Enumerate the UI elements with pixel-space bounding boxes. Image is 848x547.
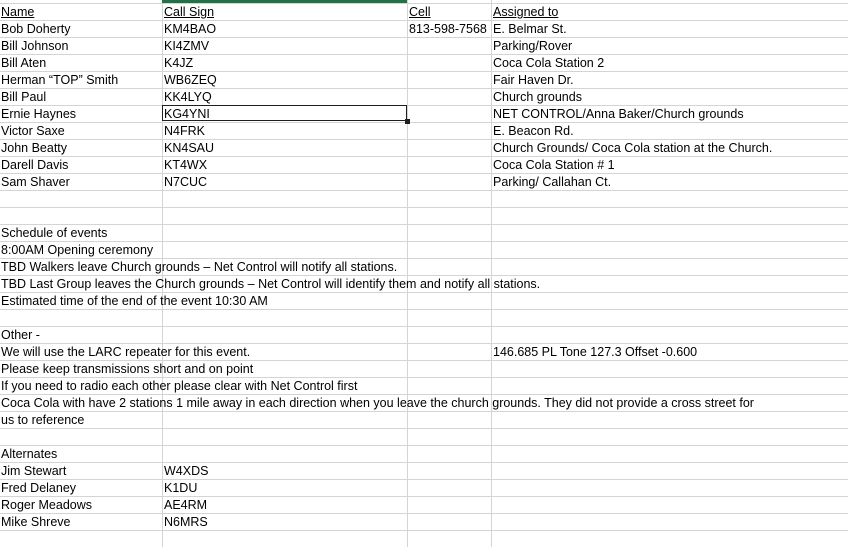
alternate-name[interactable]: Jim Stewart bbox=[1, 464, 67, 478]
gridline bbox=[0, 513, 848, 514]
gridline bbox=[0, 479, 848, 480]
header-name[interactable]: Name bbox=[1, 5, 35, 19]
gridline bbox=[0, 71, 848, 72]
other-note[interactable]: Coca Cola with have 2 stations 1 mile away in each direction when you leave the church grounds. They did not provide a cross street for bbox=[1, 396, 754, 410]
operator-name[interactable]: Darell Davis bbox=[1, 158, 69, 172]
fill-handle[interactable] bbox=[405, 119, 410, 124]
gridline bbox=[0, 428, 848, 429]
operator-assigned[interactable]: Parking/Rover bbox=[493, 39, 573, 53]
operator-callsign[interactable]: KG4YNI bbox=[164, 107, 210, 121]
alternate-name[interactable]: Roger Meadows bbox=[1, 498, 93, 512]
gridline bbox=[0, 530, 848, 531]
column-selection-indicator bbox=[162, 0, 407, 3]
operator-name[interactable]: Herman “TOP” Smith bbox=[1, 73, 119, 87]
gridline bbox=[0, 309, 848, 310]
gridline bbox=[0, 411, 848, 412]
operator-assigned[interactable]: Fair Haven Dr. bbox=[493, 73, 574, 87]
gridline bbox=[0, 207, 848, 208]
alternate-callsign[interactable]: K1DU bbox=[164, 481, 198, 495]
gridline bbox=[0, 54, 848, 55]
operator-name[interactable]: John Beatty bbox=[1, 141, 68, 155]
operator-assigned[interactable]: Church Grounds/ Coca Cola station at the Church. bbox=[493, 141, 773, 155]
operator-assigned[interactable]: E. Beacon Rd. bbox=[493, 124, 574, 138]
repeater-note[interactable]: We will use the LARC repeater for this event. bbox=[1, 345, 251, 359]
alternate-callsign[interactable]: AE4RM bbox=[164, 498, 208, 512]
operator-assigned[interactable]: Church grounds bbox=[493, 90, 582, 104]
gridline bbox=[0, 224, 848, 225]
gridline bbox=[0, 156, 848, 157]
alternate-callsign[interactable]: N6MRS bbox=[164, 515, 208, 529]
operator-name[interactable]: Sam Shaver bbox=[1, 175, 70, 189]
operator-callsign[interactable]: K4JZ bbox=[164, 56, 194, 70]
operator-callsign[interactable]: KT4WX bbox=[164, 158, 208, 172]
gridline bbox=[0, 37, 848, 38]
operator-name[interactable]: Bill Johnson bbox=[1, 39, 69, 53]
gridline bbox=[0, 326, 848, 327]
operator-assigned[interactable]: E. Belmar St. bbox=[493, 22, 567, 36]
other-title[interactable]: Other - bbox=[1, 328, 40, 342]
operator-callsign[interactable]: KN4SAU bbox=[164, 141, 215, 155]
active-cell-selection[interactable] bbox=[162, 105, 407, 121]
schedule-item[interactable]: TBD Last Group leaves the Church grounds – Net Control will identify them and notify all stations. bbox=[1, 277, 541, 291]
schedule-title[interactable]: Schedule of events bbox=[1, 226, 108, 240]
operator-callsign[interactable]: KI4ZMV bbox=[164, 39, 210, 53]
operator-callsign[interactable]: N4FRK bbox=[164, 124, 205, 138]
operator-callsign[interactable]: KM4BAO bbox=[164, 22, 217, 36]
alternate-name[interactable]: Mike Shreve bbox=[1, 515, 71, 529]
header-cell[interactable]: Cell bbox=[409, 5, 431, 19]
gridline bbox=[0, 88, 848, 89]
alternate-callsign[interactable]: W4XDS bbox=[164, 464, 209, 478]
schedule-item[interactable]: Estimated time of the end of the event 10:30 AM bbox=[1, 294, 268, 308]
operator-name[interactable]: Bob Doherty bbox=[1, 22, 71, 36]
operator-callsign[interactable]: WB6ZEQ bbox=[164, 73, 217, 87]
gridline bbox=[407, 0, 408, 547]
operator-name[interactable]: Ernie Haynes bbox=[1, 107, 77, 121]
operator-assigned[interactable]: NET CONTROL/Anna Baker/Church grounds bbox=[493, 107, 744, 121]
operator-name[interactable]: Bill Paul bbox=[1, 90, 47, 104]
other-note[interactable]: If you need to radio each other please clear with Net Control first bbox=[1, 379, 358, 393]
gridline bbox=[0, 496, 848, 497]
gridline bbox=[0, 462, 848, 463]
operator-assigned[interactable]: Coca Cola Station # 1 bbox=[493, 158, 615, 172]
operator-callsign[interactable]: KK4LYQ bbox=[164, 90, 212, 104]
header-call-sign[interactable]: Call Sign bbox=[164, 5, 215, 19]
gridline bbox=[0, 173, 848, 174]
gridline bbox=[0, 445, 848, 446]
header-assigned-to[interactable]: Assigned to bbox=[493, 5, 559, 19]
schedule-item[interactable]: 8:00AM Opening ceremony bbox=[1, 243, 154, 257]
alternates-title[interactable]: Alternates bbox=[1, 447, 58, 461]
operator-assigned[interactable]: Parking/ Callahan Ct. bbox=[493, 175, 612, 189]
schedule-item[interactable]: TBD Walkers leave Church grounds – Net Control will notify all stations. bbox=[1, 260, 398, 274]
operator-cell[interactable]: 813-598-7568 bbox=[409, 22, 487, 36]
other-note[interactable]: us to reference bbox=[1, 413, 85, 427]
alternate-name[interactable]: Fred Delaney bbox=[1, 481, 77, 495]
gridline bbox=[0, 190, 848, 191]
repeater-frequency[interactable]: 146.685 PL Tone 127.3 Offset -0.600 bbox=[493, 345, 698, 359]
operator-assigned[interactable]: Coca Cola Station 2 bbox=[493, 56, 605, 70]
operator-name[interactable]: Bill Aten bbox=[1, 56, 47, 70]
other-note[interactable]: Please keep transmissions short and on point bbox=[1, 362, 254, 376]
operator-name[interactable]: Victor Saxe bbox=[1, 124, 65, 138]
gridline bbox=[0, 122, 848, 123]
operator-callsign[interactable]: N7CUC bbox=[164, 175, 208, 189]
